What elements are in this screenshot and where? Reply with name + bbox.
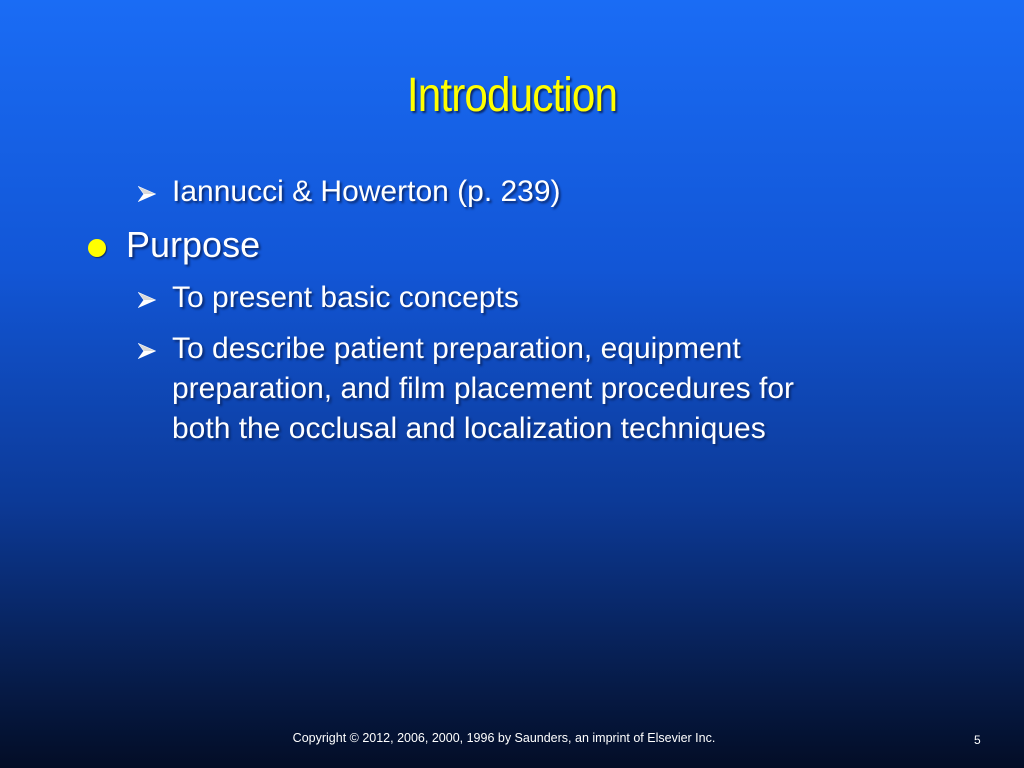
bullet-item-describe <box>138 329 794 449</box>
bullet-text: To present basic concepts <box>172 281 519 314</box>
bullet-text: Purpose <box>126 224 261 265</box>
filled-circle-bullet-icon <box>88 239 106 257</box>
slide-title: Introduction <box>406 69 618 122</box>
arrowhead-bullet-icon <box>138 343 158 359</box>
bullet-text-line-3: both the occlusal and localization techniques <box>172 412 766 445</box>
bullet-item-concepts <box>138 278 519 318</box>
bullet-item-source <box>138 172 561 212</box>
arrowhead-bullet-icon <box>138 186 158 202</box>
arrowhead-bullet-icon <box>138 292 158 308</box>
bullet-text: Iannucci & Howerton (p. 239) <box>172 175 561 208</box>
bullet-item-purpose <box>88 225 260 265</box>
bullet-text-line-1: To describe patient preparation, equipment <box>172 332 741 365</box>
page-number: 5 <box>974 733 981 747</box>
copyright-footer: Copyright © 2012, 2006, 2000, 1996 by Saunders, an imprint of Elsevier Inc. <box>292 731 716 745</box>
bullet-text-line-2: preparation, and film placement procedures for <box>172 372 795 405</box>
